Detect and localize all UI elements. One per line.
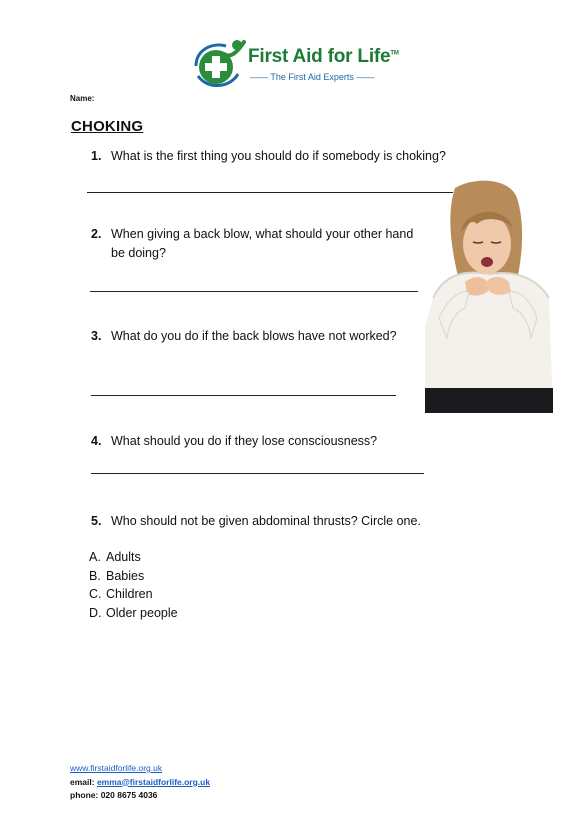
option-letter: C.: [89, 587, 102, 601]
question-text-line-2: be doing?: [111, 246, 166, 260]
question-text: What should you do if they lose consciousness?: [111, 434, 378, 448]
email-label: email:: [70, 776, 97, 787]
logo-title: First Aid for Life™: [248, 46, 399, 67]
logo-tagline: —— The First Aid Experts ——: [250, 72, 375, 82]
question-text-line-1: When giving a back blow, what should your other hand: [111, 227, 414, 241]
question-2: [91, 225, 431, 265]
answer-line-2[interactable]: [90, 291, 418, 292]
question-number: 2.: [91, 227, 102, 241]
option-text: Adults: [106, 550, 141, 564]
name-label: Name:: [70, 94, 95, 103]
question-number: 1.: [91, 149, 102, 163]
logo-trademark: TM: [390, 50, 399, 57]
contact-footer: [70, 762, 210, 803]
question-text: What do you do if the back blows have not worked?: [111, 329, 397, 343]
website-link[interactable]: www.firstaidforlife.org.uk: [70, 763, 163, 773]
answer-line-4[interactable]: [91, 473, 424, 474]
answer-line-1[interactable]: [87, 192, 453, 193]
option-letter: B.: [89, 568, 101, 583]
option-letter: D.: [89, 605, 102, 620]
email-link[interactable]: emma@firstaidforlife.org.uk: [96, 776, 211, 787]
question-text: What is the first thing you should do if somebody is choking?: [111, 149, 446, 163]
answer-line-3[interactable]: [91, 395, 396, 396]
option-text: Children: [106, 587, 153, 601]
logo-cross-icon: [190, 36, 250, 92]
question-text: Who should not be given abdominal thrusts? Circle one.: [111, 514, 421, 528]
choking-girl-photo: [425, 178, 553, 413]
option-text: Babies: [106, 568, 145, 583]
option-text: Older people: [106, 605, 178, 620]
question-number: 4.: [91, 434, 102, 448]
option-letter: A.: [89, 550, 101, 564]
first-aid-for-life-logo: [190, 36, 410, 96]
question-number: 3.: [91, 329, 102, 343]
worksheet-title: CHOKING: [71, 118, 144, 135]
question-number: 5.: [91, 514, 102, 528]
phone-text: phone: 020 8675 4036: [70, 790, 158, 800]
